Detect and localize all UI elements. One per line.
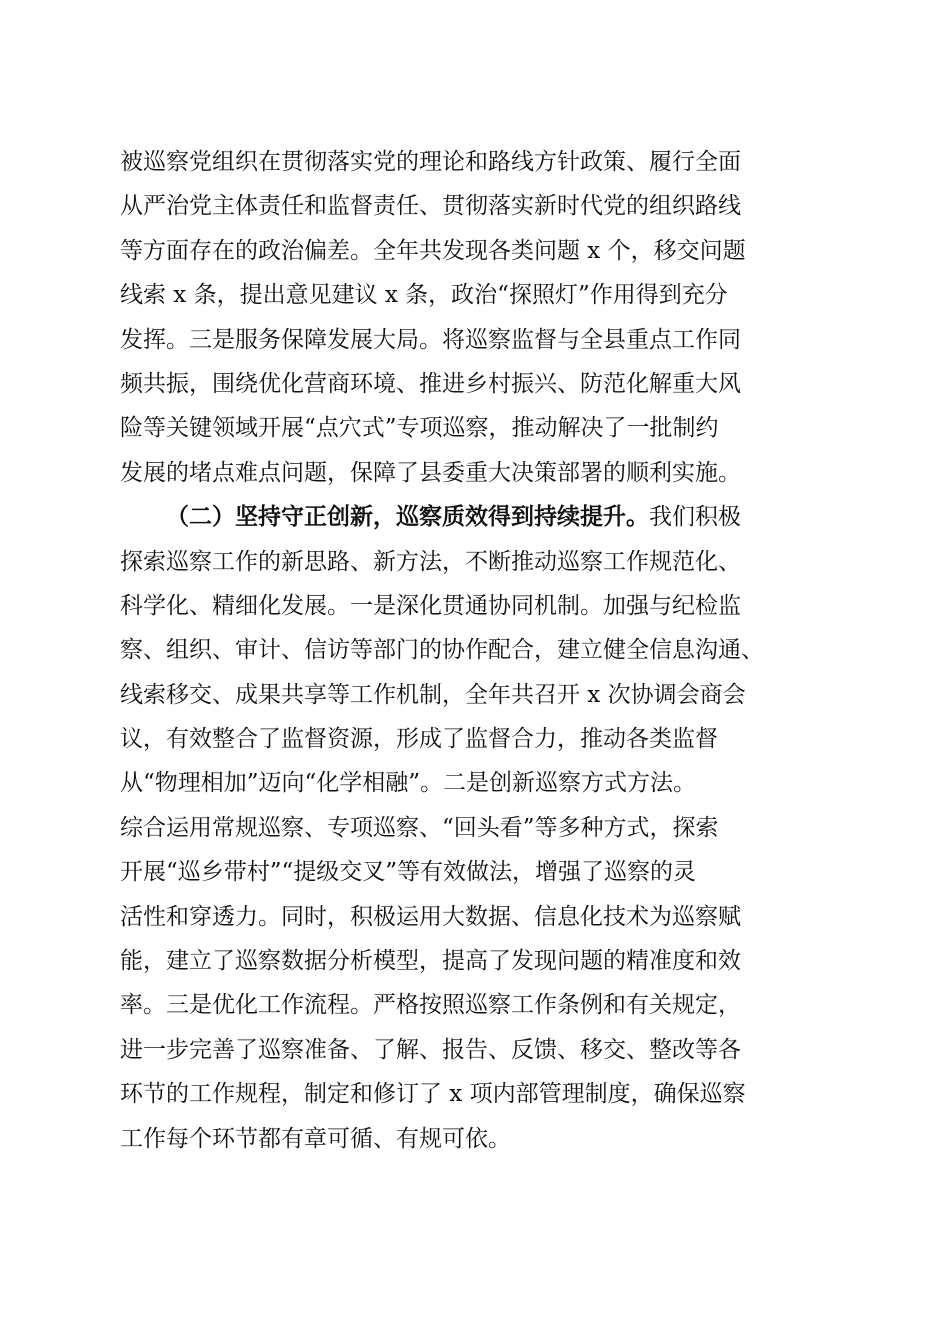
- text-line: 被巡察党组织在贯彻落实党的理论和路线方针政策、履行全面: [120, 149, 741, 175]
- text-line: 线索 x 条，提出意见建议 x 条，政治“探照灯”作用得到充分: [120, 282, 728, 309]
- paragraph-1: [120, 140, 830, 495]
- text-line: 察、组织、审计、信访等部门的协作配合，建立健全信息沟通、: [120, 637, 764, 664]
- text-line: 综合运用常规巡察、专项巡察、“回头看”等多种方式，探索: [120, 814, 719, 841]
- text-line: 活性和穿透力。同时，积极运用大数据、信息化技术为巡察赋: [120, 903, 741, 930]
- text-line: 从严治党主体责任和监督责任、贯彻落实新时代党的组织路线: [120, 193, 741, 220]
- text-line: 发挥。三是服务保障发展大局。将巡察监督与全县重点工作同: [120, 326, 741, 353]
- document-body: [120, 140, 830, 1161]
- text-line: 从“物理相加”迈向“化学相融”。二是创新巡察方式方法。: [120, 770, 697, 797]
- paragraph-2-first-line: [120, 495, 830, 539]
- text-line: 线索移交、成果共享等工作机制，全年共召开 x 次协调会商会: [120, 681, 746, 708]
- text-line: 发展的堵点难点问题，保障了县委重大决策部署的顺利实施。: [120, 459, 741, 486]
- text-run: 我们积极: [649, 504, 741, 531]
- text-line: 进一步完善了巡察准备、了解、报告、反馈、移交、整改等各: [120, 1036, 741, 1063]
- text-line: 议，有效整合了监督资源，形成了监督合力，推动各类监督: [120, 726, 718, 753]
- text-line: 工作每个环节都有章可循、有规可依。: [120, 1125, 511, 1152]
- section-heading: （二）坚持守正创新，巡察质效得到持续提升。: [166, 503, 649, 531]
- text-line: 科学化、精细化发展。一是深化贯通协同机制。加强与纪检监: [120, 592, 741, 619]
- paragraph-2: [120, 495, 830, 1161]
- text-line: 开展“巡乡带村”“提级交叉”等有效做法，增强了巡察的灵: [120, 859, 697, 886]
- text-line: 能，建立了巡察数据分析模型，提高了发现问题的精准度和效: [120, 948, 741, 975]
- text-line: 环节的工作规程，制定和修订了 x 项内部管理制度，确保巡察: [120, 1081, 746, 1108]
- text-line: 等方面存在的政治偏差。全年共发现各类问题 x 个，移交问题: [120, 237, 746, 264]
- text-line: 频共振，围绕优化营商环境、推进乡村振兴、防范化解重大风: [120, 370, 741, 397]
- text-line: 探索巡察工作的新思路、新方法，不断推动巡察工作规范化、: [120, 548, 741, 575]
- text-line: 率。三是优化工作流程。严格按照巡察工作条例和有关规定，: [120, 992, 741, 1019]
- text-line: 险等关键领域开展“点穴式”专项巡察，推动解决了一批制约: [120, 415, 719, 442]
